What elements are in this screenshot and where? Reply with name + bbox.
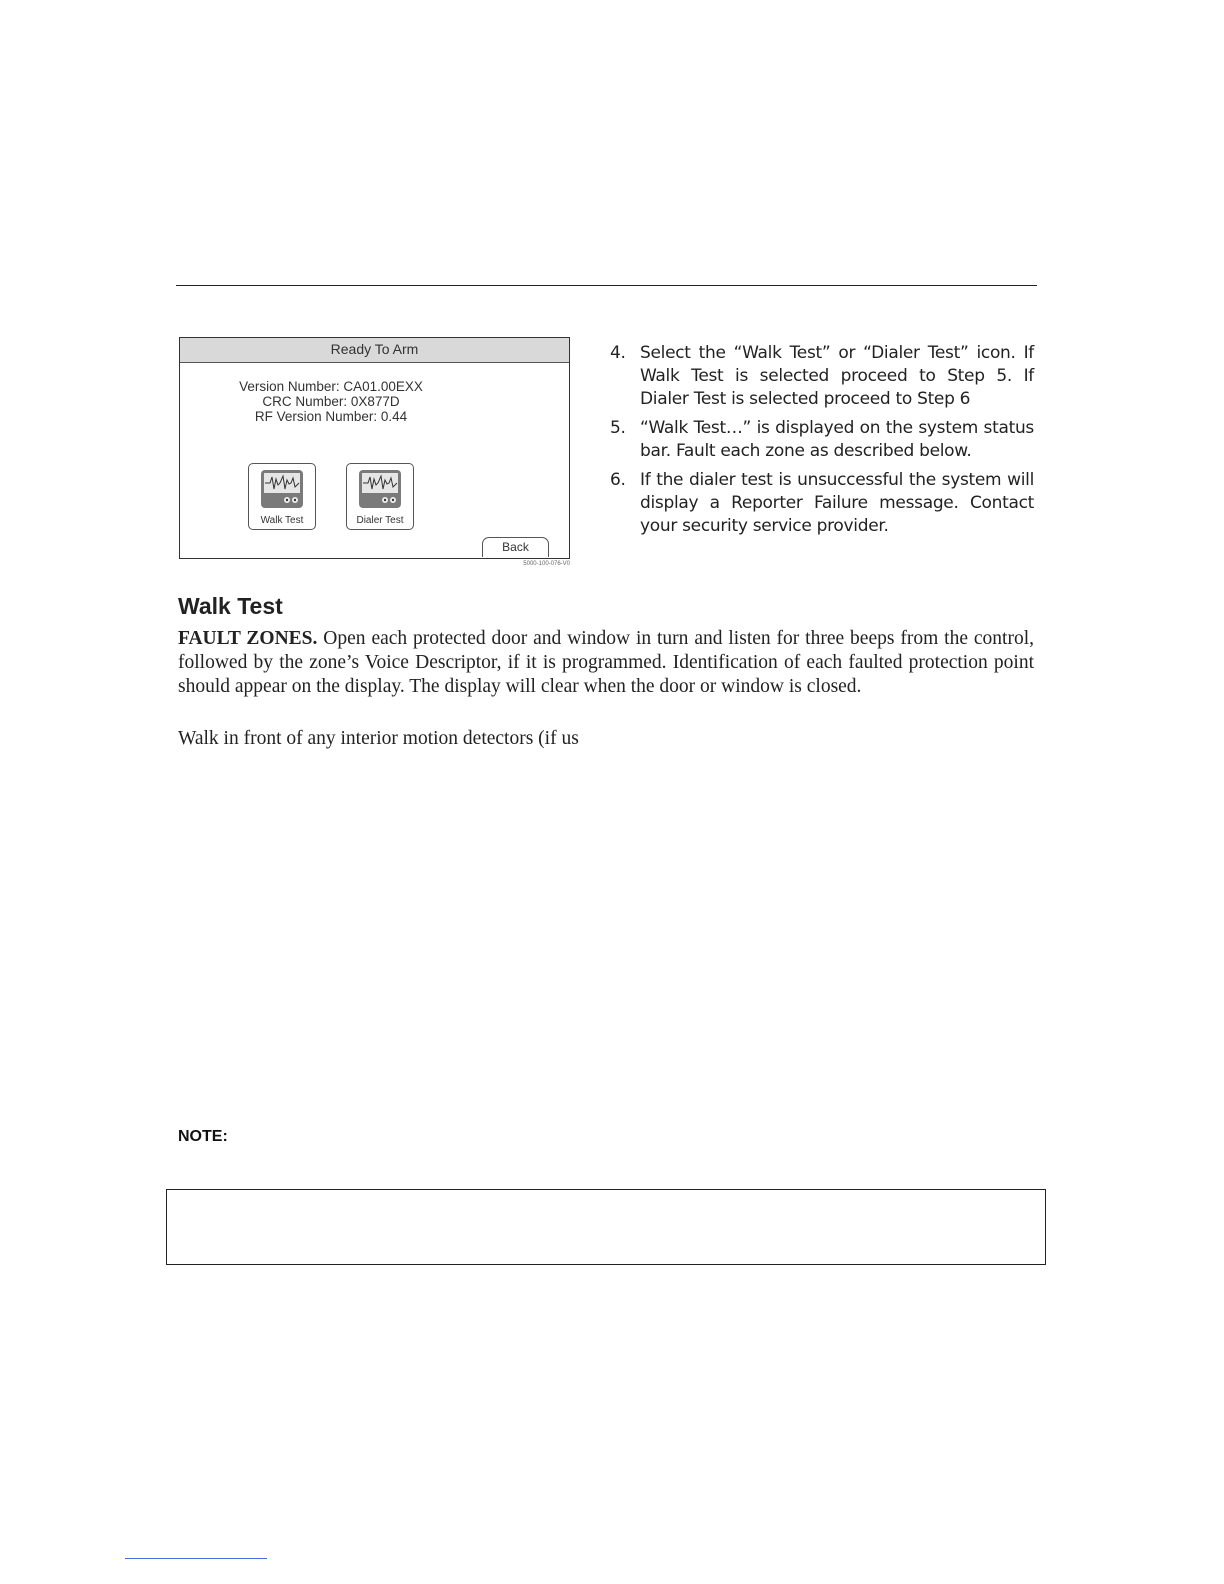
note-box: [166, 1189, 1046, 1265]
fault-zones-paragraph: [178, 627, 1034, 699]
step-number: 4.: [610, 343, 626, 363]
version-number: Version Number: CA01.00EXX: [239, 379, 423, 394]
step-text: “Walk Test…” is displayed on the system status bar. Fault each zone as described below.: [640, 418, 1034, 461]
step-number: 5.: [610, 418, 626, 438]
fault-zones-lead: FAULT ZONES.: [178, 628, 318, 649]
step-item: [610, 342, 1034, 411]
back-button[interactable]: Back: [482, 537, 549, 557]
step-item: [610, 469, 1034, 538]
screen-status-bar: Ready To Arm: [180, 338, 569, 363]
step-text: If the dialer test is unsuccessful the system will display a Reporter Failure message. Contact your security service provider.: [640, 470, 1034, 536]
dialer-test-label: Dialer Test: [356, 515, 404, 526]
link-underline: [125, 1558, 267, 1559]
section-heading: Walk Test: [178, 593, 283, 619]
step-text: Select the “Walk Test” or “Dialer Test” icon. If Walk Test is selected proceed to Step 5. If Dialer Test is selected proceed to Step 6: [640, 343, 1034, 409]
step-number: 6.: [610, 470, 626, 490]
note-label: NOTE:: [178, 1128, 228, 1145]
waveform-icon: [261, 470, 303, 508]
fault-zones-text: Open each protected door and window in turn and listen for three beeps from the control, followed by the zone’s Voice Descriptor, if it is programmed. Identification of each faulted protection point should appear on the display. The display will clear when the door or window is closed.: [178, 628, 1035, 697]
walk-test-label: Walk Test: [260, 515, 304, 526]
crc-number: CRC Number: 0X877D: [262, 394, 400, 409]
rf-version-number: RF Version Number: 0.44: [254, 409, 408, 424]
walk-test-button[interactable]: [248, 463, 316, 530]
dialer-test-button[interactable]: [346, 463, 414, 530]
header-rule: [176, 285, 1037, 286]
version-info: [220, 379, 442, 424]
waveform-icon: [359, 470, 401, 508]
motion-paragraph: Walk in front of any interior motion detectors (if us: [178, 728, 579, 749]
touchscreen-illustration: [179, 337, 570, 559]
figure-code: 5000-100-076-V0: [523, 561, 570, 567]
step-item: [610, 417, 1034, 463]
step-list: [610, 342, 1034, 544]
